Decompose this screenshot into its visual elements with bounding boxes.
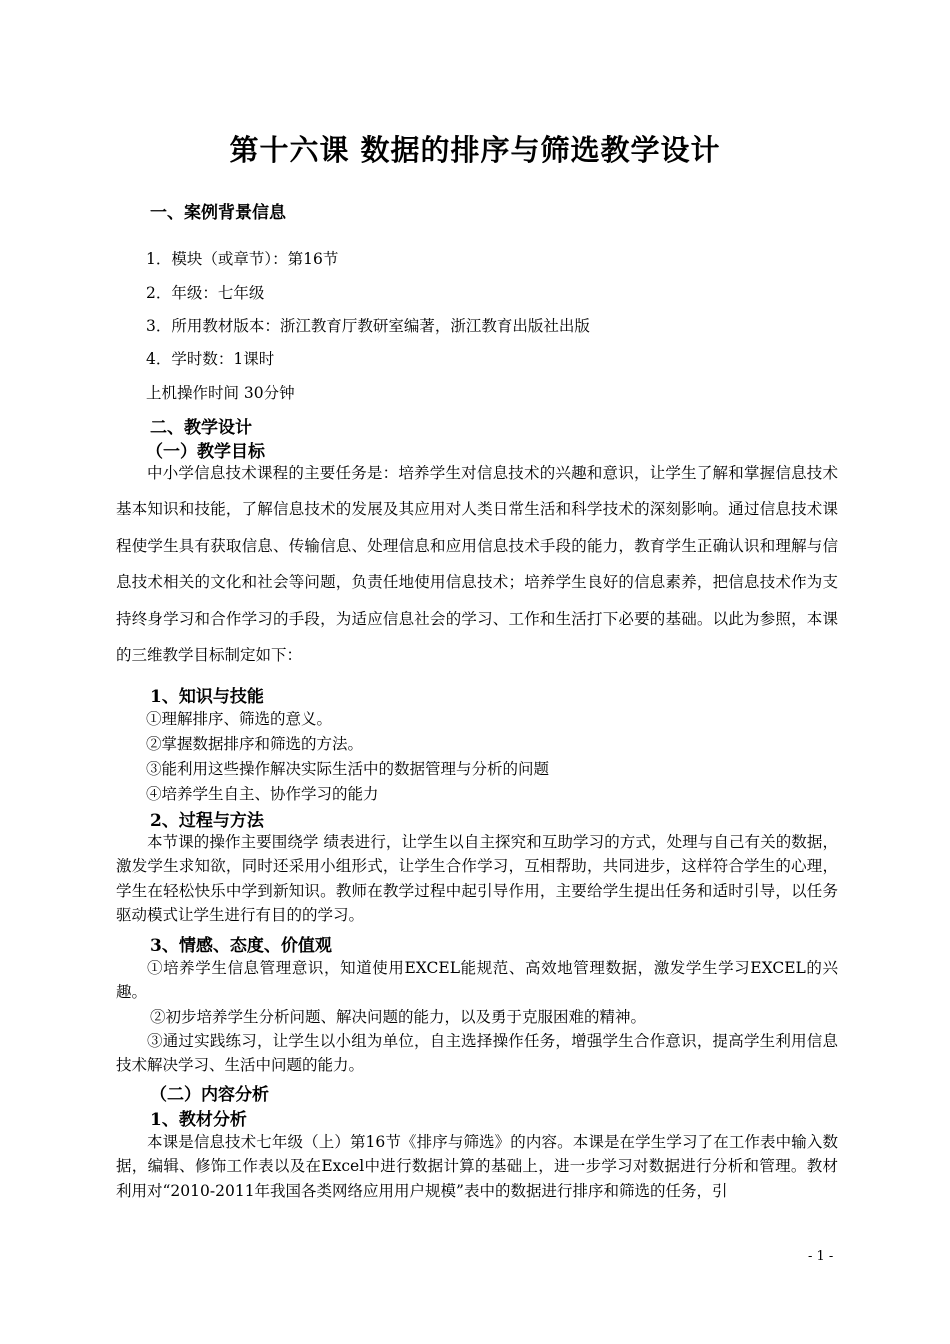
heading-process-methods: 2、过程与方法 bbox=[150, 811, 264, 831]
knowledge-item: ②掌握数据排序和筛选的方法。 bbox=[146, 735, 364, 753]
subsection-heading-goals: （一）教学目标 bbox=[146, 442, 265, 462]
goals-intro-paragraph bbox=[116, 455, 838, 673]
section-heading-design: 二、教学设计 bbox=[150, 418, 252, 438]
heading-textbook-analysis: 1、教材分析 bbox=[150, 1110, 247, 1130]
process-text: 本节课的操作主要围绕学 绩表进行，让学生以自主探究和互助学习的方式，处理与自己有关的数据，激发学生求知欲，同时还采用小组形式，让学生合作学习，互相帮助，共同进步，这样符合学生的心理，学生在轻松快乐中学到新知识。教师在教学过程中起引导作用，主要给学生提出任务和适时引导，以任务驱动模式让学生进行有目的的学习。 bbox=[116, 833, 838, 925]
heading-knowledge-skills: 1、知识与技能 bbox=[150, 687, 264, 707]
emotion-item: ③通过实践练习，让学生以小组为单位，自主选择操作任务，增强学生合作意识，提高学生利用信息技术解决学习、生活中问题的能力。 bbox=[116, 1032, 838, 1075]
heading-emotion-values: 3、情感、态度、价值观 bbox=[150, 936, 332, 956]
emotion-item: ②初步培养学生分析问题、解决问题的能力，以及勇于克服困难的精神。 bbox=[150, 1008, 647, 1026]
info-item-textbook: 3．所用教材版本：浙江教育厅教研室编著，浙江教育出版社出版 bbox=[146, 317, 590, 335]
emotion-paragraph-1 bbox=[116, 956, 838, 1005]
emotion-paragraph-3 bbox=[116, 1029, 838, 1078]
section-heading-background: 一、案例背景信息 bbox=[150, 203, 286, 223]
process-paragraph bbox=[116, 830, 838, 928]
info-item-lab-time: 上机操作时间 30分钟 bbox=[146, 384, 295, 402]
page-number: - 1 - bbox=[808, 1249, 834, 1264]
info-item-grade: 2．年级：七年级 bbox=[146, 284, 265, 302]
goals-intro-text: 中小学信息技术课程的主要任务是：培养学生对信息技术的兴趣和意识，让学生了解和掌握信息技术基本知识和技能，了解信息技术的发展及其应用对人类日常生活和科学技术的深刻影响。通过信息技术课程使学生具有获取信息、传输信息、处理信息和应用信息技术手段的能力，教育学生正确认识和理解与信息技术相关的文化和社会等问题，负责任地使用信息技术；培养学生良好的信息素养，把信息技术作为支持终身学习和合作学习的手段，为适应信息社会的学习、工作和生活打下必要的基础。以此为参照，本课的三维教学目标制定如下： bbox=[116, 464, 838, 665]
document-title: 第十六课 数据的排序与筛选教学设计 bbox=[229, 133, 721, 167]
knowledge-item: ③能利用这些操作解决实际生活中的数据管理与分析的问题 bbox=[146, 760, 550, 778]
knowledge-item: ④培养学生自主、协作学习的能力 bbox=[146, 785, 379, 803]
textbook-analysis-text: 本课是信息技术七年级（上）第16节《排序与筛选》的内容。本课是在学生学习了在工作表中输入数据，编辑、修饰工作表以及在Excel中进行数据计算的基础上，进一步学习对数据进行分析和管理。教材利用对“2010-2011年我国各类网络应用用户规模”表中的数据进行排序和筛选的任务，引 bbox=[116, 1133, 838, 1200]
textbook-analysis-paragraph bbox=[116, 1130, 838, 1203]
subsection-heading-content: （二）内容分析 bbox=[150, 1085, 269, 1105]
info-item-module: 1．模块（或章节）：第16节 bbox=[146, 250, 339, 268]
emotion-item: ①培养学生信息管理意识，知道使用EXCEL能规范、高效地管理数据，激发学生学习EXCEL的兴趣。 bbox=[116, 959, 838, 1002]
knowledge-item: ①理解排序、筛选的意义。 bbox=[146, 710, 333, 728]
info-item-hours: 4．学时数：1课时 bbox=[146, 350, 275, 368]
